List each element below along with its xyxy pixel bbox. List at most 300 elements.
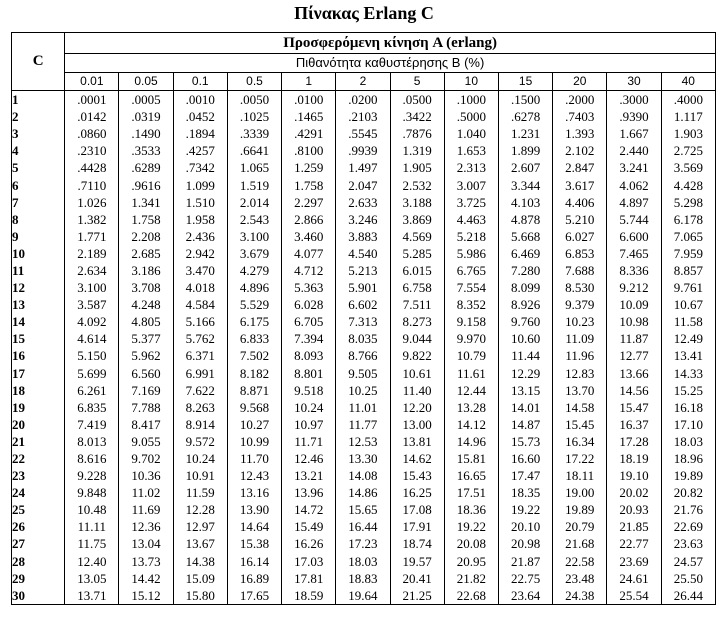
traffic-value-cell: 18.03: [336, 553, 390, 570]
traffic-value-cell: 11.02: [119, 484, 173, 501]
traffic-value-cell: 23.69: [607, 553, 661, 570]
table-row: [12, 399, 716, 416]
traffic-value-cell: 6.015: [390, 262, 444, 279]
traffic-value-cell: .9616: [119, 176, 173, 193]
traffic-value-cell: 9.212: [607, 279, 661, 296]
traffic-value-cell: 6.853: [553, 245, 607, 262]
traffic-value-cell: 21.82: [444, 570, 498, 587]
traffic-value-cell: 8.336: [607, 262, 661, 279]
traffic-value-cell: 15.25: [661, 382, 715, 399]
b-value-header: 40: [661, 73, 715, 91]
b-value-header: 0.1: [173, 73, 227, 91]
traffic-value-cell: 5.744: [607, 211, 661, 228]
traffic-value-cell: 21.85: [607, 518, 661, 535]
traffic-value-cell: 1.065: [227, 159, 281, 176]
traffic-value-cell: 2.014: [227, 194, 281, 211]
traffic-value-cell: .1465: [282, 108, 336, 125]
traffic-value-cell: 17.22: [553, 450, 607, 467]
traffic-value-cell: 13.70: [553, 382, 607, 399]
traffic-value-cell: 8.914: [173, 416, 227, 433]
traffic-value-cell: 13.73: [119, 553, 173, 570]
table-row: [12, 347, 716, 364]
c-value-cell: 23: [12, 467, 65, 484]
c-value-cell: 5: [12, 159, 65, 176]
traffic-value-cell: 6.600: [607, 228, 661, 245]
traffic-value-cell: 3.679: [227, 245, 281, 262]
traffic-value-cell: 4.018: [173, 279, 227, 296]
traffic-value-cell: 12.20: [390, 399, 444, 416]
c-value-cell: 25: [12, 501, 65, 518]
traffic-value-cell: 15.12: [119, 587, 173, 605]
traffic-value-cell: 19.22: [444, 518, 498, 535]
traffic-value-cell: 4.540: [336, 245, 390, 262]
table-row: [12, 228, 716, 245]
traffic-value-cell: 13.15: [498, 382, 552, 399]
traffic-value-cell: 1.771: [65, 228, 119, 245]
traffic-value-cell: 6.991: [173, 365, 227, 382]
b-value-header: 0.5: [227, 73, 281, 91]
traffic-value-cell: 9.158: [444, 313, 498, 330]
traffic-value-cell: 1.231: [498, 125, 552, 142]
traffic-value-cell: 13.67: [173, 535, 227, 552]
traffic-value-cell: 2.633: [336, 194, 390, 211]
traffic-value-cell: .4257: [173, 142, 227, 159]
traffic-value-cell: 8.926: [498, 296, 552, 313]
traffic-value-cell: 3.186: [119, 262, 173, 279]
traffic-value-cell: 18.11: [553, 467, 607, 484]
traffic-value-cell: 7.419: [65, 416, 119, 433]
traffic-value-cell: 10.79: [444, 347, 498, 364]
c-value-cell: 13: [12, 296, 65, 313]
traffic-value-cell: 11.87: [607, 330, 661, 347]
traffic-value-cell: 17.08: [390, 501, 444, 518]
traffic-value-cell: 22.77: [607, 535, 661, 552]
traffic-value-cell: 10.97: [282, 416, 336, 433]
b-value-header: 5: [390, 73, 444, 91]
traffic-value-cell: 5.529: [227, 296, 281, 313]
traffic-value-cell: 15.80: [173, 587, 227, 605]
traffic-value-cell: 3.344: [498, 176, 552, 193]
traffic-value-cell: 1.905: [390, 159, 444, 176]
c-value-cell: 18: [12, 382, 65, 399]
traffic-value-cell: 3.470: [173, 262, 227, 279]
traffic-value-cell: 7.394: [282, 330, 336, 347]
traffic-value-cell: 9.505: [336, 365, 390, 382]
c-value-cell: 9: [12, 228, 65, 245]
traffic-value-cell: 3.246: [336, 211, 390, 228]
traffic-value-cell: 8.857: [661, 262, 715, 279]
traffic-value-cell: 2.440: [607, 142, 661, 159]
traffic-value-cell: 16.25: [390, 484, 444, 501]
traffic-value-cell: 14.72: [282, 501, 336, 518]
traffic-value-cell: .2000: [553, 91, 607, 109]
traffic-value-cell: 4.463: [444, 211, 498, 228]
traffic-value-cell: 10.98: [607, 313, 661, 330]
b-value-header: 15: [498, 73, 552, 91]
traffic-value-cell: 4.248: [119, 296, 173, 313]
traffic-value-cell: 8.417: [119, 416, 173, 433]
traffic-value-cell: 20.10: [498, 518, 552, 535]
traffic-value-cell: 11.75: [65, 535, 119, 552]
c-value-cell: 8: [12, 211, 65, 228]
traffic-value-cell: 11.01: [336, 399, 390, 416]
traffic-value-cell: 16.60: [498, 450, 552, 467]
traffic-value-cell: 5.377: [119, 330, 173, 347]
traffic-value-cell: 3.460: [282, 228, 336, 245]
traffic-value-cell: 7.169: [119, 382, 173, 399]
traffic-value-cell: 4.569: [390, 228, 444, 245]
traffic-value-cell: .0100: [282, 91, 336, 109]
traffic-value-cell: 21.76: [661, 501, 715, 518]
traffic-value-cell: 13.28: [444, 399, 498, 416]
traffic-value-cell: 6.560: [119, 365, 173, 382]
b-value-header: 20: [553, 73, 607, 91]
traffic-value-cell: 6.469: [498, 245, 552, 262]
traffic-value-cell: 20.98: [498, 535, 552, 552]
traffic-value-cell: 18.74: [390, 535, 444, 552]
traffic-value-cell: 4.279: [227, 262, 281, 279]
table-row: [12, 159, 716, 176]
traffic-value-cell: 1.758: [119, 211, 173, 228]
traffic-value-cell: .6641: [227, 142, 281, 159]
traffic-value-cell: 24.57: [661, 553, 715, 570]
traffic-value-cell: 14.87: [498, 416, 552, 433]
traffic-value-cell: .7403: [553, 108, 607, 125]
traffic-value-cell: 7.622: [173, 382, 227, 399]
traffic-value-cell: 16.26: [282, 535, 336, 552]
traffic-value-cell: 19.10: [607, 467, 661, 484]
c-value-cell: 11: [12, 262, 65, 279]
traffic-value-cell: 12.40: [65, 553, 119, 570]
traffic-value-cell: 18.36: [444, 501, 498, 518]
traffic-value-cell: 12.97: [173, 518, 227, 535]
traffic-value-cell: 13.71: [65, 587, 119, 605]
table-row: [12, 330, 716, 347]
traffic-value-cell: 10.09: [607, 296, 661, 313]
traffic-value-cell: 7.502: [227, 347, 281, 364]
traffic-value-cell: 1.026: [65, 194, 119, 211]
b-values-row: [12, 73, 716, 91]
traffic-value-cell: 3.869: [390, 211, 444, 228]
traffic-value-cell: 5.213: [336, 262, 390, 279]
traffic-value-cell: 5.298: [661, 194, 715, 211]
traffic-value-cell: 7.688: [553, 262, 607, 279]
traffic-value-cell: 3.708: [119, 279, 173, 296]
traffic-value-cell: 6.178: [661, 211, 715, 228]
traffic-value-cell: 10.61: [390, 365, 444, 382]
table-row: [12, 296, 716, 313]
traffic-value-cell: .6278: [498, 108, 552, 125]
traffic-value-cell: 11.09: [553, 330, 607, 347]
traffic-value-cell: 4.406: [553, 194, 607, 211]
traffic-value-cell: 2.725: [661, 142, 715, 159]
traffic-value-cell: 2.866: [282, 211, 336, 228]
c-value-cell: 30: [12, 587, 65, 605]
traffic-value-cell: 4.614: [65, 330, 119, 347]
traffic-value-cell: 17.47: [498, 467, 552, 484]
traffic-value-cell: .0500: [390, 91, 444, 109]
table-row: [12, 245, 716, 262]
table-row: [12, 194, 716, 211]
traffic-value-cell: .4000: [661, 91, 715, 109]
traffic-value-cell: 2.942: [173, 245, 227, 262]
table-row: [12, 382, 716, 399]
traffic-value-cell: 11.70: [227, 450, 281, 467]
traffic-value-cell: .1000: [444, 91, 498, 109]
traffic-value-cell: 22.68: [444, 587, 498, 605]
c-value-cell: 1: [12, 91, 65, 109]
traffic-value-cell: 6.758: [390, 279, 444, 296]
table-row: [12, 365, 716, 382]
traffic-value-cell: 9.518: [282, 382, 336, 399]
traffic-value-cell: 1.903: [661, 125, 715, 142]
traffic-value-cell: 9.970: [444, 330, 498, 347]
table-row: [12, 211, 716, 228]
traffic-value-cell: 13.30: [336, 450, 390, 467]
traffic-value-cell: 8.871: [227, 382, 281, 399]
traffic-value-cell: 20.02: [607, 484, 661, 501]
traffic-value-cell: 3.007: [444, 176, 498, 193]
traffic-value-cell: 3.100: [65, 279, 119, 296]
traffic-value-cell: 1.382: [65, 211, 119, 228]
traffic-value-cell: 20.82: [661, 484, 715, 501]
traffic-value-cell: 4.712: [282, 262, 336, 279]
table-row: [12, 108, 716, 125]
traffic-value-cell: 3.188: [390, 194, 444, 211]
traffic-value-cell: 1.117: [661, 108, 715, 125]
traffic-value-cell: 4.897: [607, 194, 661, 211]
c-column-header: C: [12, 33, 65, 91]
c-value-cell: 12: [12, 279, 65, 296]
traffic-value-cell: 7.280: [498, 262, 552, 279]
traffic-value-cell: 4.062: [607, 176, 661, 193]
traffic-value-cell: 4.077: [282, 245, 336, 262]
traffic-value-cell: 8.013: [65, 433, 119, 450]
traffic-value-cell: 15.49: [282, 518, 336, 535]
traffic-value-cell: 7.959: [661, 245, 715, 262]
traffic-value-cell: 14.12: [444, 416, 498, 433]
table-row: [12, 570, 716, 587]
c-value-cell: 17: [12, 365, 65, 382]
traffic-value-cell: 16.37: [607, 416, 661, 433]
traffic-value-cell: 11.96: [553, 347, 607, 364]
traffic-value-cell: 3.883: [336, 228, 390, 245]
traffic-value-cell: 3.617: [553, 176, 607, 193]
traffic-value-cell: 2.847: [553, 159, 607, 176]
traffic-value-cell: .3533: [119, 142, 173, 159]
traffic-value-cell: 10.23: [553, 313, 607, 330]
traffic-value-cell: .0200: [336, 91, 390, 109]
c-value-cell: 15: [12, 330, 65, 347]
traffic-value-cell: 20.79: [553, 518, 607, 535]
traffic-value-cell: 10.24: [173, 450, 227, 467]
traffic-value-cell: 18.19: [607, 450, 661, 467]
traffic-value-cell: 12.77: [607, 347, 661, 364]
table-row: [12, 313, 716, 330]
traffic-value-cell: 17.03: [282, 553, 336, 570]
traffic-value-cell: 3.725: [444, 194, 498, 211]
traffic-value-cell: 14.62: [390, 450, 444, 467]
traffic-value-cell: .1894: [173, 125, 227, 142]
traffic-value-cell: 8.801: [282, 365, 336, 382]
traffic-value-cell: 16.89: [227, 570, 281, 587]
traffic-value-cell: .2310: [65, 142, 119, 159]
traffic-value-cell: 17.10: [661, 416, 715, 433]
traffic-value-cell: 4.878: [498, 211, 552, 228]
traffic-value-cell: 21.87: [498, 553, 552, 570]
traffic-value-cell: .0860: [65, 125, 119, 142]
table-row: [12, 125, 716, 142]
c-value-cell: 19: [12, 399, 65, 416]
c-value-cell: 16: [12, 347, 65, 364]
traffic-value-cell: 17.51: [444, 484, 498, 501]
traffic-value-cell: 6.175: [227, 313, 281, 330]
traffic-value-cell: 11.77: [336, 416, 390, 433]
traffic-value-cell: 13.05: [65, 570, 119, 587]
traffic-value-cell: 5.668: [498, 228, 552, 245]
table-row: [12, 433, 716, 450]
c-value-cell: 28: [12, 553, 65, 570]
traffic-value-cell: 20.41: [390, 570, 444, 587]
traffic-value-cell: 14.33: [661, 365, 715, 382]
traffic-value-cell: 2.297: [282, 194, 336, 211]
traffic-value-cell: 14.56: [607, 382, 661, 399]
traffic-value-cell: 4.092: [65, 313, 119, 330]
traffic-value-cell: 3.100: [227, 228, 281, 245]
traffic-value-cell: 13.81: [390, 433, 444, 450]
traffic-value-cell: .1025: [227, 108, 281, 125]
traffic-value-cell: 7.465: [607, 245, 661, 262]
traffic-value-cell: 11.58: [661, 313, 715, 330]
traffic-value-cell: 11.71: [282, 433, 336, 450]
traffic-value-cell: 1.899: [498, 142, 552, 159]
traffic-value-cell: 18.96: [661, 450, 715, 467]
traffic-value-cell: 1.341: [119, 194, 173, 211]
traffic-value-cell: 1.099: [173, 176, 227, 193]
traffic-value-cell: 6.833: [227, 330, 281, 347]
traffic-value-cell: 18.35: [498, 484, 552, 501]
traffic-value-cell: 6.261: [65, 382, 119, 399]
c-value-cell: 6: [12, 176, 65, 193]
table-row: [12, 467, 716, 484]
traffic-value-cell: 13.41: [661, 347, 715, 364]
table-row: [12, 501, 716, 518]
traffic-value-cell: 1.319: [390, 142, 444, 159]
traffic-value-cell: 2.607: [498, 159, 552, 176]
traffic-value-cell: 26.44: [661, 587, 715, 605]
traffic-value-cell: 1.667: [607, 125, 661, 142]
table-row: [12, 587, 716, 605]
b-value-header: 1: [282, 73, 336, 91]
traffic-value-cell: .7876: [390, 125, 444, 142]
table-row: [12, 279, 716, 296]
traffic-value-cell: 10.91: [173, 467, 227, 484]
traffic-value-cell: 11.59: [173, 484, 227, 501]
b-value-header: 10: [444, 73, 498, 91]
traffic-value-cell: 19.22: [498, 501, 552, 518]
traffic-value-cell: 15.73: [498, 433, 552, 450]
traffic-value-cell: 2.685: [119, 245, 173, 262]
traffic-value-cell: 8.035: [336, 330, 390, 347]
traffic-value-cell: 5.210: [553, 211, 607, 228]
traffic-value-cell: 2.313: [444, 159, 498, 176]
c-value-cell: 7: [12, 194, 65, 211]
c-value-cell: 21: [12, 433, 65, 450]
traffic-value-cell: 2.208: [119, 228, 173, 245]
traffic-value-cell: 12.36: [119, 518, 173, 535]
traffic-value-cell: 3.569: [661, 159, 715, 176]
traffic-value-cell: 10.60: [498, 330, 552, 347]
traffic-value-cell: 15.65: [336, 501, 390, 518]
traffic-value-cell: 10.24: [282, 399, 336, 416]
traffic-value-cell: .3000: [607, 91, 661, 109]
c-value-cell: 24: [12, 484, 65, 501]
traffic-value-cell: 20.95: [444, 553, 498, 570]
traffic-value-cell: 15.38: [227, 535, 281, 552]
table-row: [12, 484, 716, 501]
traffic-value-cell: 4.584: [173, 296, 227, 313]
traffic-value-cell: .5545: [336, 125, 390, 142]
traffic-value-cell: 12.46: [282, 450, 336, 467]
traffic-value-cell: .8100: [282, 142, 336, 159]
traffic-value-cell: 13.96: [282, 484, 336, 501]
traffic-value-cell: 21.25: [390, 587, 444, 605]
c-value-cell: 22: [12, 450, 65, 467]
traffic-value-cell: 17.28: [607, 433, 661, 450]
traffic-value-cell: 12.43: [227, 467, 281, 484]
traffic-value-cell: 22.58: [553, 553, 607, 570]
traffic-value-cell: 9.572: [173, 433, 227, 450]
traffic-value-cell: 7.788: [119, 399, 173, 416]
table-row: [12, 518, 716, 535]
traffic-value-cell: 13.16: [227, 484, 281, 501]
traffic-value-cell: 6.602: [336, 296, 390, 313]
traffic-value-cell: 17.91: [390, 518, 444, 535]
traffic-value-cell: 12.53: [336, 433, 390, 450]
traffic-value-cell: 18.59: [282, 587, 336, 605]
traffic-value-cell: 9.761: [661, 279, 715, 296]
table-row: [12, 535, 716, 552]
traffic-value-cell: 2.189: [65, 245, 119, 262]
traffic-value-cell: 1.519: [227, 176, 281, 193]
traffic-value-cell: 1.497: [336, 159, 390, 176]
traffic-value-cell: .1490: [119, 125, 173, 142]
traffic-value-cell: .4291: [282, 125, 336, 142]
traffic-value-cell: 1.958: [173, 211, 227, 228]
traffic-value-cell: 19.00: [553, 484, 607, 501]
traffic-value-cell: .0319: [119, 108, 173, 125]
traffic-value-cell: .9939: [336, 142, 390, 159]
traffic-value-cell: 3.587: [65, 296, 119, 313]
traffic-value-cell: 13.66: [607, 365, 661, 382]
table-row: [12, 176, 716, 193]
traffic-value-cell: 5.986: [444, 245, 498, 262]
traffic-value-cell: 15.81: [444, 450, 498, 467]
traffic-value-cell: 19.89: [661, 467, 715, 484]
c-value-cell: 4: [12, 142, 65, 159]
traffic-value-cell: 17.81: [282, 570, 336, 587]
traffic-value-cell: 12.28: [173, 501, 227, 518]
traffic-value-cell: 7.554: [444, 279, 498, 296]
traffic-value-cell: 8.273: [390, 313, 444, 330]
traffic-value-cell: 19.57: [390, 553, 444, 570]
traffic-value-cell: .1500: [498, 91, 552, 109]
traffic-value-cell: 13.90: [227, 501, 281, 518]
traffic-value-cell: 14.38: [173, 553, 227, 570]
traffic-value-cell: 12.83: [553, 365, 607, 382]
traffic-value-cell: 7.065: [661, 228, 715, 245]
traffic-value-cell: 14.01: [498, 399, 552, 416]
